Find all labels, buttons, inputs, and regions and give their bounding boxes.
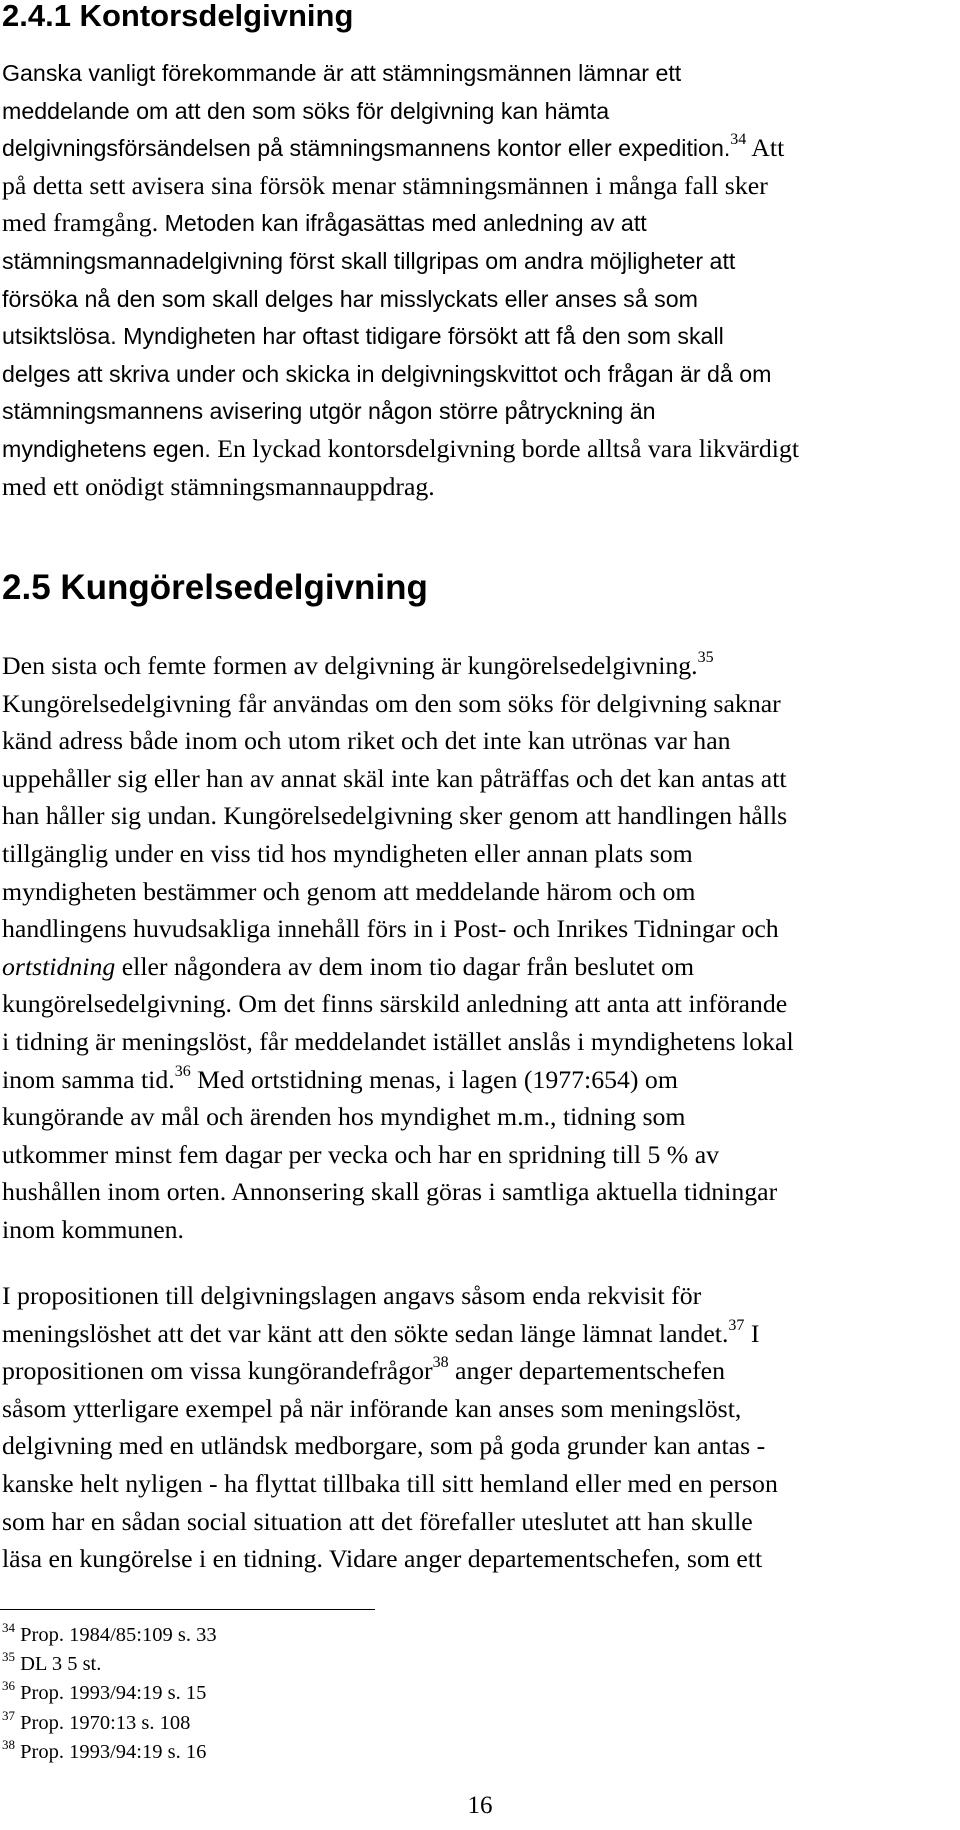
text-line: handlingens huvudsakliga innehåll förs in i Post- och Inrikes Tidningar och bbox=[2, 914, 779, 944]
text-line: som har en sådan social situation att det förefaller uteslutet att han skulle bbox=[2, 1506, 753, 1536]
text-line: känd adress både inom och utom riket och det inte kan utrönas var han bbox=[2, 726, 731, 756]
footnote-ref-36: 36 bbox=[174, 1062, 191, 1080]
footnote-34: $^{34}$ Prop. 1984/85:109 s. 33 bbox=[2, 1620, 217, 1646]
text-line: delges att skriva under och skicka in delgivningskvittot och frågan är då om bbox=[2, 360, 772, 387]
text-line: delgivningsförsändelsen på stämningsmannens kontor eller expedition.$^{34}$ Att bbox=[2, 131, 785, 163]
text-line: kanske helt nyligen - ha flyttat tillbaka till sitt hemland eller med en person bbox=[2, 1468, 778, 1498]
text-line: läsa en kungörelse i en tidning. Vidare anger departementschefen, som ett bbox=[2, 1544, 763, 1574]
footnote-38: $^{38}$ Prop. 1993/94:19 s. 16 bbox=[2, 1736, 207, 1763]
text-line: i tidning är meningslöst, får meddelandet istället anslås i myndighetens lokal bbox=[2, 1026, 794, 1056]
text-line: propositionen om vissa kungörandefrågor$^{38}$ anger departementschefen bbox=[2, 1354, 726, 1386]
text-line: I propositionen till delgivningslagen angavs såsom enda rekvisit för bbox=[2, 1281, 702, 1310]
text-line: utkommer minst fem dagar per vecka och har en spridning till 5 % av bbox=[2, 1139, 720, 1169]
text-line: han håller sig undan. Kungörelsedelgivning sker genom att handlingen hålls bbox=[2, 801, 788, 831]
footnote-36: $^{36}$ Prop. 1993/94:19 s. 15 bbox=[2, 1678, 207, 1705]
text-line: ortstidning eller någondera av dem inom tio dagar från beslutet om bbox=[2, 951, 695, 981]
text-line: såsom ytterligare exempel på när införande kan anses som meningslöst, bbox=[2, 1393, 742, 1423]
text-line: tillgänglig under en viss tid hos myndigheten eller annan plats som bbox=[2, 838, 693, 868]
text-line: kungörande av mål och ärenden hos myndighet m.m., tidning som bbox=[2, 1102, 686, 1132]
text-line: inom samma tid.$^{36}$ Med ortstidning menas, i lagen (1977:654) om bbox=[2, 1062, 678, 1094]
text-line: hushållen inom orten. Annonsering skall göras i samtliga aktuella tidningar bbox=[2, 1177, 778, 1207]
text-line: kungörelsedelgivning. Om det finns särskild anledning att anta att införande bbox=[2, 989, 788, 1019]
footnotes bbox=[2, 1621, 602, 1767]
text-line: Kungörelsedelgivning får användas om den som söks för delgivning saknar bbox=[2, 688, 781, 718]
text-line: delgivning med en utländsk medborgare, som på goda grunder kan antas - bbox=[2, 1431, 766, 1461]
text-line: myndighetens egen. En lyckad kontorsdelgivning borde alltså vara likvärdigt bbox=[2, 433, 800, 463]
footnote-ref-35: 35 bbox=[697, 649, 714, 666]
text-line: stämningsmannadelgivning först skall tillgripas om andra möjligheter att bbox=[2, 247, 736, 274]
text-line: Ganska vanligt förekommande är att stämningsmännen lämnar ett bbox=[2, 60, 682, 86]
text-line: meddelande om att den som söks för delgivning kan hämta bbox=[2, 97, 610, 124]
text-line: med framgång. Metoden kan ifrågasättas med anledning av att bbox=[2, 208, 647, 238]
footnote-ref-38: 38 bbox=[432, 1354, 449, 1372]
text-line: med ett onödigt stämningsmannauppdrag. bbox=[2, 471, 435, 501]
section-heading-2-5: 2.5 Kungörelsedelgivning bbox=[2, 568, 428, 607]
italic-term: ortstidning bbox=[2, 951, 116, 981]
text-line: myndigheten bestämmer och genom att meddelande härom och om bbox=[2, 876, 696, 906]
footnote-37: $^{37}$ Prop. 1970:13 s. 108 bbox=[2, 1707, 191, 1734]
footnote-ref-37: 37 bbox=[728, 1316, 745, 1334]
text-line: uppehåller sig eller han av annat skäl inte kan påträffas och det kan antas att bbox=[2, 763, 787, 793]
paragraph-kungorelsedelgivning-2 bbox=[2, 1277, 952, 1578]
paragraph-kungorelsedelgivning-1 bbox=[2, 647, 952, 1249]
text-line: på detta sett avisera sina försök menar stämningsmännen i många fall sker bbox=[2, 170, 768, 200]
section-heading-2-4-1: 2.4.1 Kontorsdelgivning bbox=[2, 0, 354, 33]
paragraph-kontorsdelgivning bbox=[2, 54, 952, 505]
footnote-35: $^{35}$ DL 3 5 st. bbox=[2, 1649, 102, 1676]
text-line: stämningsmannens avisering utgör någon större påtryckning än bbox=[2, 398, 656, 425]
text-line: försöka nå den som skall delges har misslyckats eller anses så som bbox=[2, 285, 698, 312]
footnote-separator bbox=[0, 1609, 375, 1610]
text-line: utsiktslösa. Myndigheten har oftast tidigare försökt att få den som skall bbox=[2, 323, 724, 350]
page-number: 16 bbox=[467, 1792, 493, 1819]
footnote-ref-34: 34 bbox=[730, 131, 747, 149]
text-line: inom kommunen. bbox=[2, 1214, 185, 1244]
text-line: meningslöshet att det var känt att den sökte sedan länge lämnat landet.$^{37}$ I bbox=[2, 1316, 760, 1348]
text-line: Den sista och femte formen av delgivning är kungörelsedelgivning.$^{35}$ bbox=[2, 649, 714, 680]
